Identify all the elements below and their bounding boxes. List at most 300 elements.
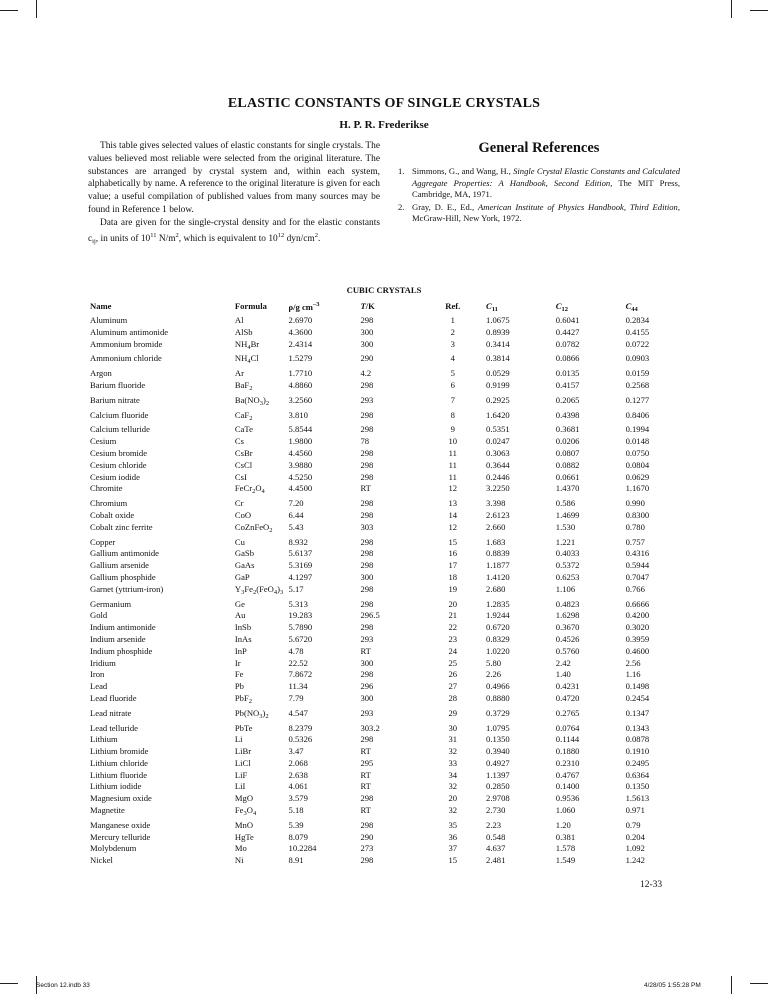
cell-c12: 1.578 (555, 843, 576, 854)
cell-c12: 0.4823 (555, 598, 580, 609)
cell-formula: GaAs (234, 560, 255, 571)
cell-c11: 0.4927 (486, 757, 510, 768)
cell-c11: 1.683 (486, 536, 506, 547)
cell-temperature: 300 (360, 692, 374, 703)
cell-name: Cobalt zinc ferrite (90, 521, 153, 532)
cell-temperature: 298 (360, 379, 374, 390)
cell-formula: Li (234, 734, 243, 745)
cell-formula: Pb (234, 681, 244, 692)
cell-density: 1.5279 (288, 353, 313, 364)
cell-c11: 0.6720 (486, 622, 510, 633)
cell-formula: CaF$_2$ (234, 409, 253, 422)
cell-name: Mercury telluride (90, 831, 151, 842)
cell-c44: 0.0750 (625, 447, 650, 458)
cell-temperature: 300 (360, 338, 374, 349)
cell-c11: 0.3814 (486, 353, 510, 364)
cell-ref: 5 (450, 368, 455, 379)
table-row (90, 448, 690, 460)
cell-name: Lead (90, 681, 108, 692)
cell-c44: 0.757 (625, 536, 645, 547)
cell-ref: 23 (448, 633, 458, 644)
cell-density: 1.7710 (288, 368, 313, 379)
cell-density: 3.810 (288, 409, 308, 420)
table-row (90, 424, 690, 436)
cell-c12: 0.5372 (555, 560, 580, 571)
cell-c11: 0.3644 (486, 459, 510, 470)
cell-name: Calcium fluoride (90, 409, 149, 420)
cell-c44: 0.971 (625, 805, 645, 816)
header-formula: Formula (234, 301, 267, 311)
cell-name: Aluminum (90, 315, 128, 325)
cell-density: 2.4314 (288, 338, 313, 349)
table-row (90, 460, 690, 472)
header-temperature: T/K (360, 301, 375, 311)
cell-c12: 0.9536 (555, 793, 580, 804)
cell-name: Gallium phosphide (90, 571, 156, 582)
cell-c11: 2.9708 (486, 793, 510, 804)
cell-c44: 0.3020 (625, 622, 650, 633)
cell-density: 5.7890 (288, 622, 313, 633)
cell-c12: 0.0661 (555, 471, 580, 482)
cell-c11: 0.9199 (486, 379, 510, 390)
table-row (90, 634, 690, 646)
cell-ref: 4 (450, 353, 455, 364)
cell-c12: 0.4767 (555, 769, 580, 780)
cell-ref: 26 (448, 669, 458, 680)
cell-temperature: 298 (360, 447, 374, 458)
cell-c11: 4.637 (486, 843, 506, 854)
cell-c44: 0.1994 (625, 424, 650, 435)
cell-c44: 0.1343 (625, 722, 650, 733)
cell-density: 4.061 (288, 781, 308, 792)
cell-name: Lithium (90, 734, 118, 745)
cell-formula: $NH_4Br$ (234, 338, 260, 351)
cell-ref: 32 (448, 805, 458, 816)
table-row (90, 746, 690, 758)
cell-name: Manganese oxide (90, 819, 151, 830)
cell-formula: PbF$_2$ (234, 692, 252, 705)
cell-density: 5.43 (288, 521, 304, 532)
cell-c44: 0.766 (625, 583, 645, 594)
table-row (90, 584, 690, 599)
cell-name: Barium fluoride (90, 379, 146, 390)
table-row (90, 805, 690, 820)
cell-formula: Mo (234, 843, 247, 854)
cell-temperature: 296 (360, 681, 374, 692)
cell-c44: 0.204 (625, 831, 645, 842)
cell-ref: 10 (448, 436, 458, 447)
cell-density: 4.3600 (288, 326, 313, 337)
cell-name: Cesium iodide (90, 471, 140, 482)
intro-paragraph: Data are given for the single-crystal density and for the elastic constants $c_{ij}$, in units of $10^{11}$ $N/m^2$, which is equivalent to $10^{12}$ dyn/$cm^2$. (88, 217, 380, 245)
cell-name: Molybdenum (90, 843, 137, 854)
cell-temperature: 296.5 (360, 610, 380, 621)
cell-formula: InP (234, 645, 247, 656)
cell-c11: 0.2446 (486, 471, 510, 482)
cell-ref: 19 (448, 583, 458, 594)
cell-c12: 0.4398 (555, 409, 580, 420)
cell-density: 5.6720 (288, 633, 313, 644)
table-row (90, 353, 690, 368)
cell-temperature: 293 (360, 707, 374, 718)
cell-name: Indium antimonide (90, 622, 156, 633)
cell-c11: 0.8839 (486, 548, 510, 559)
cell-density: 5.18 (288, 805, 304, 816)
cell-ref: 15 (448, 855, 458, 866)
cell-ref: 35 (448, 819, 458, 830)
cell-formula: CaTe (234, 424, 253, 435)
cell-density: 4.4560 (288, 447, 313, 458)
cell-density: 4.1297 (288, 571, 313, 582)
cell-ref: 11 (448, 447, 457, 458)
cell-temperature: 78 (360, 436, 370, 447)
cell-ref: 11 (448, 459, 457, 470)
cell-name: Nickel (90, 855, 113, 866)
cell-density: 22.52 (288, 657, 308, 668)
cell-ref: 3 (450, 338, 455, 349)
cell-c44: 0.4200 (625, 610, 650, 621)
cell-name: Argon (90, 368, 112, 379)
cell-temperature: 298 (360, 424, 374, 435)
table-row (90, 832, 690, 844)
cell-formula: $Y_3Fe_2(FeO_4)_3$ (234, 583, 284, 596)
cell-c11: 2.481 (486, 855, 506, 866)
table-header-row (90, 301, 690, 315)
cell-formula: AlSb (234, 326, 253, 337)
cell-density: 8.079 (288, 831, 308, 842)
cell-ref: 12 (448, 483, 458, 494)
cell-ref: 6 (450, 379, 455, 390)
table-row (90, 693, 690, 708)
cell-formula: Ar (234, 368, 244, 379)
table-row (90, 843, 690, 855)
cell-density: 2.6970 (288, 315, 313, 325)
cell-temperature: 298 (360, 855, 374, 866)
cell-temperature: 298 (360, 459, 374, 470)
cell-c12: 1.40 (555, 669, 571, 680)
table-row (90, 734, 690, 746)
cell-ref: 1 (450, 315, 455, 325)
table-row (90, 537, 690, 549)
cell-ref: 37 (448, 843, 458, 854)
cell-name: Calcium telluride (90, 424, 150, 435)
cell-temperature: 293 (360, 394, 374, 405)
cell-c12: 1.4370 (555, 483, 580, 494)
cell-density: 0.5326 (288, 734, 313, 745)
cell-formula: CsBr (234, 447, 253, 458)
cell-c44: 0.4155 (625, 326, 650, 337)
table-row (90, 681, 690, 693)
table-row (90, 708, 690, 723)
cell-c12: 0.4231 (555, 681, 580, 692)
cell-name: Lead telluride (90, 722, 138, 733)
cell-c44: 0.8406 (625, 409, 650, 420)
cell-c11: 0.8880 (486, 692, 510, 703)
cell-c12: 2.42 (555, 657, 571, 668)
cell-c11: 2.660 (486, 521, 506, 532)
table-row (90, 410, 690, 425)
cell-ref: 8 (450, 409, 455, 420)
cell-density: 6.44 (288, 509, 304, 520)
cell-temperature: 298 (360, 498, 374, 509)
table-row (90, 610, 690, 622)
cell-temperature: 298 (360, 598, 374, 609)
cell-name: Ammonium bromide (90, 338, 163, 349)
cell-c12: 0.6041 (555, 315, 580, 325)
cell-ref: 30 (448, 722, 458, 733)
cell-ref: 9 (450, 424, 455, 435)
cell-name: Gallium antimonide (90, 548, 159, 559)
cell-formula: Cr (234, 498, 244, 509)
cell-formula: PbTe (234, 722, 253, 733)
cell-name: Gold (90, 610, 108, 621)
cell-temperature: 298 (360, 819, 374, 830)
cell-ref: 25 (448, 657, 458, 668)
cell-formula: HgTe (234, 831, 254, 842)
cell-temperature: 4.2 (360, 368, 372, 379)
cell-density: 5.6137 (288, 548, 313, 559)
cell-ref: 36 (448, 831, 458, 842)
cell-name: Germanium (90, 598, 132, 609)
cell-c44: 0.2834 (625, 315, 650, 325)
cell-formula: CsCl (234, 459, 253, 470)
cell-temperature: 303 (360, 521, 374, 532)
cell-c44: 0.0629 (625, 471, 650, 482)
cell-density: 3.2560 (288, 394, 313, 405)
cell-name: Barium nitrate (90, 394, 140, 405)
cell-density: 5.3169 (288, 560, 313, 571)
cell-c12: 0.4427 (555, 326, 580, 337)
header-c12: $C_{12}$ (555, 301, 569, 313)
cell-ref: 31 (448, 734, 458, 745)
cell-c12: 0.0764 (555, 722, 580, 733)
cell-ref: 24 (448, 645, 458, 656)
table-row (90, 793, 690, 805)
cell-name: Aluminum antimonide (90, 326, 169, 337)
cell-c12: 0.0206 (555, 436, 580, 447)
table-row (90, 315, 690, 327)
cell-c11: 3.2250 (486, 483, 510, 494)
cell-name: Cobalt oxide (90, 509, 135, 520)
cell-density: 7.20 (288, 498, 304, 509)
cell-c11: 0.5351 (486, 424, 510, 435)
cell-temperature: 298 (360, 409, 374, 420)
cell-c11: 1.4120 (486, 571, 510, 582)
cell-formula: $Ba(NO_3)_2$ (234, 394, 270, 407)
cell-temperature: 298 (360, 471, 374, 482)
cell-formula: LiCl (234, 757, 251, 768)
crop-mark (36, 0, 37, 18)
cell-c44: 1.1670 (625, 483, 650, 494)
cell-ref: 20 (448, 793, 458, 804)
cell-c12: 1.6298 (555, 610, 580, 621)
header-density: ρ/g $cm^{-3}$ (288, 301, 320, 312)
cell-ref: 17 (448, 560, 458, 571)
cell-density: 1.9800 (288, 436, 313, 447)
cell-c12: 0.3681 (555, 424, 580, 435)
cell-formula: Ni (234, 855, 244, 866)
cell-density: 4.8860 (288, 379, 313, 390)
cell-c12: 0.1144 (555, 734, 580, 745)
cell-density: 19.283 (288, 610, 313, 621)
cell-c12: 0.0135 (555, 368, 580, 379)
cell-c44: 0.0159 (625, 368, 650, 379)
cell-c11: 0.3729 (486, 707, 510, 718)
crop-mark (0, 10, 18, 11)
cell-temperature: 300 (360, 326, 374, 337)
cell-formula: $FeCr_2O_4$ (234, 483, 265, 496)
cell-c11: 3.398 (486, 498, 506, 509)
cell-c12: 0.3670 (555, 622, 580, 633)
cell-ref: 13 (448, 498, 458, 509)
cell-c44: 0.7047 (625, 571, 650, 582)
cell-density: 5.8544 (288, 424, 313, 435)
cell-formula: MgO (234, 793, 254, 804)
cell-c12: 0.1880 (555, 746, 580, 757)
cell-temperature: 298 (360, 583, 374, 594)
cell-name: Lithium bromide (90, 746, 149, 757)
table-row (90, 658, 690, 670)
cell-c12: 0.4526 (555, 633, 580, 644)
table-row (90, 758, 690, 770)
cell-c44: 1.092 (625, 843, 645, 854)
cell-formula: CoZnFeO$_2$ (234, 521, 273, 534)
cell-name: Lithium chloride (90, 757, 148, 768)
cell-temperature: 303.2 (360, 722, 380, 733)
cell-formula: $NH_4Cl$ (234, 353, 259, 366)
cell-ref: 32 (448, 746, 458, 757)
table-row (90, 855, 690, 867)
cell-c11: 1.0220 (486, 645, 510, 656)
cell-formula: Au (234, 610, 246, 621)
table-row (90, 368, 690, 380)
cell-ref: 7 (450, 394, 455, 405)
table-row (90, 522, 690, 537)
cell-c12: 0.4157 (555, 379, 580, 390)
author: H. P. R. Frederikse (339, 119, 429, 131)
cell-c44: 1.242 (625, 855, 645, 866)
cell-temperature: 300 (360, 571, 374, 582)
crop-mark (750, 983, 768, 984)
general-references-list (398, 166, 680, 226)
cell-c44: 0.0804 (625, 459, 650, 470)
crop-mark (750, 10, 768, 11)
cell-name: Cesium bromide (90, 447, 148, 458)
cell-c44: 0.2454 (625, 692, 650, 703)
header-c44: $C_{44}$ (625, 301, 638, 313)
cell-c11: 5.80 (486, 657, 502, 668)
cell-c44: 0.1910 (625, 746, 650, 757)
cell-c12: 1.106 (555, 583, 576, 594)
intro-text (88, 140, 380, 248)
reference-item: 2. Gray, D. E., Ed., American Institute of Physics Handbook, Third Edition, McGraw-Hill, New York, 1972. (398, 201, 680, 224)
cell-ref: 33 (448, 757, 458, 768)
cell-name: Iridium (90, 657, 116, 668)
cell-c11: 0.0529 (486, 368, 510, 379)
cell-formula: Cu (234, 536, 245, 547)
cell-name: Indium arsenide (90, 633, 146, 644)
cell-formula: $Pb(NO_3)_2$ (234, 707, 269, 720)
cell-c11: 0.3940 (486, 746, 510, 757)
cell-c12: 1.221 (555, 536, 576, 547)
cell-ref: 32 (448, 781, 458, 792)
cell-c44: 0.990 (625, 498, 645, 509)
cell-c12: 1.20 (555, 819, 571, 830)
table-row (90, 380, 690, 395)
cell-density: 5.17 (288, 583, 304, 594)
cell-formula: GaSb (234, 548, 254, 559)
cell-ref: 14 (448, 509, 458, 520)
cell-c44: 0.780 (625, 521, 645, 532)
cell-density: 4.5250 (288, 471, 313, 482)
table-title: CUBIC CRYSTALS (346, 285, 422, 295)
cell-c11: 1.2835 (486, 598, 510, 609)
cell-formula: LiBr (234, 746, 252, 757)
table-row (90, 510, 690, 522)
cell-c44: 0.6364 (625, 769, 650, 780)
cell-temperature: 298 (360, 622, 374, 633)
cell-density: 4.78 (288, 645, 304, 656)
table-row (90, 781, 690, 793)
cell-c44: 0.5944 (625, 560, 650, 571)
cell-name: Garnet (yttrium-iron) (90, 583, 164, 594)
cell-c11: 0.3414 (486, 338, 510, 349)
cell-c12: 0.381 (555, 831, 576, 842)
cell-c12: 0.0782 (555, 338, 580, 349)
crop-mark (0, 983, 18, 984)
cell-temperature: RT (360, 645, 371, 656)
page-number: 12-33 (640, 880, 663, 890)
cell-c12: 1.530 (555, 521, 576, 532)
table-row (90, 483, 690, 498)
intro-paragraph: This table gives selected values of elastic constants for single crystals. The values believed most reliable were selected from the original literature. The substances are arranged by crystal system and, within each system, alphabetically by name. A reference to the original literature is given for each value; a useful compilation of published values from many sources may be found in Reference 1 below. (88, 141, 380, 215)
cell-c11: 0.3063 (486, 447, 510, 458)
cell-c44: 2.56 (625, 657, 641, 668)
cell-name: Cesium (90, 436, 117, 447)
table-row (90, 548, 690, 560)
cell-ref: 2 (450, 326, 455, 337)
cell-formula: BaF$_2$ (234, 379, 253, 392)
cell-c11: 1.9244 (486, 610, 510, 621)
cell-c11: 2.730 (486, 805, 506, 816)
cell-density: 8.932 (288, 536, 308, 547)
table-row (90, 498, 690, 510)
cell-ref: 29 (448, 707, 458, 718)
header-name: Name (90, 301, 112, 311)
cell-c12: 0.4720 (555, 692, 580, 703)
cell-c11: 0.2850 (486, 781, 510, 792)
cell-c44: 1.16 (625, 669, 641, 680)
cell-temperature: 295 (360, 757, 374, 768)
page-title: ELASTIC CONSTANTS OF SINGLE CRYSTALS (227, 96, 541, 111)
cell-c44: 0.2495 (625, 757, 650, 768)
cell-ref: 28 (448, 692, 458, 703)
cell-c12: 0.0882 (555, 459, 580, 470)
cell-c44: 0.6666 (625, 598, 650, 609)
table-row (90, 472, 690, 484)
cell-temperature: RT (360, 746, 371, 757)
print-slug-date: 4/28/05 1:55:28 PM (644, 982, 701, 989)
cell-c12: 1.549 (555, 855, 576, 866)
cell-c12: 1.060 (555, 805, 576, 816)
cell-density: 5.313 (288, 598, 308, 609)
cell-c11: 2.6123 (486, 509, 510, 520)
cell-ref: 18 (448, 571, 458, 582)
table-row (90, 723, 690, 735)
cell-formula: GaP (234, 571, 250, 582)
cell-temperature: RT (360, 805, 371, 816)
cell-ref: 22 (448, 622, 458, 633)
